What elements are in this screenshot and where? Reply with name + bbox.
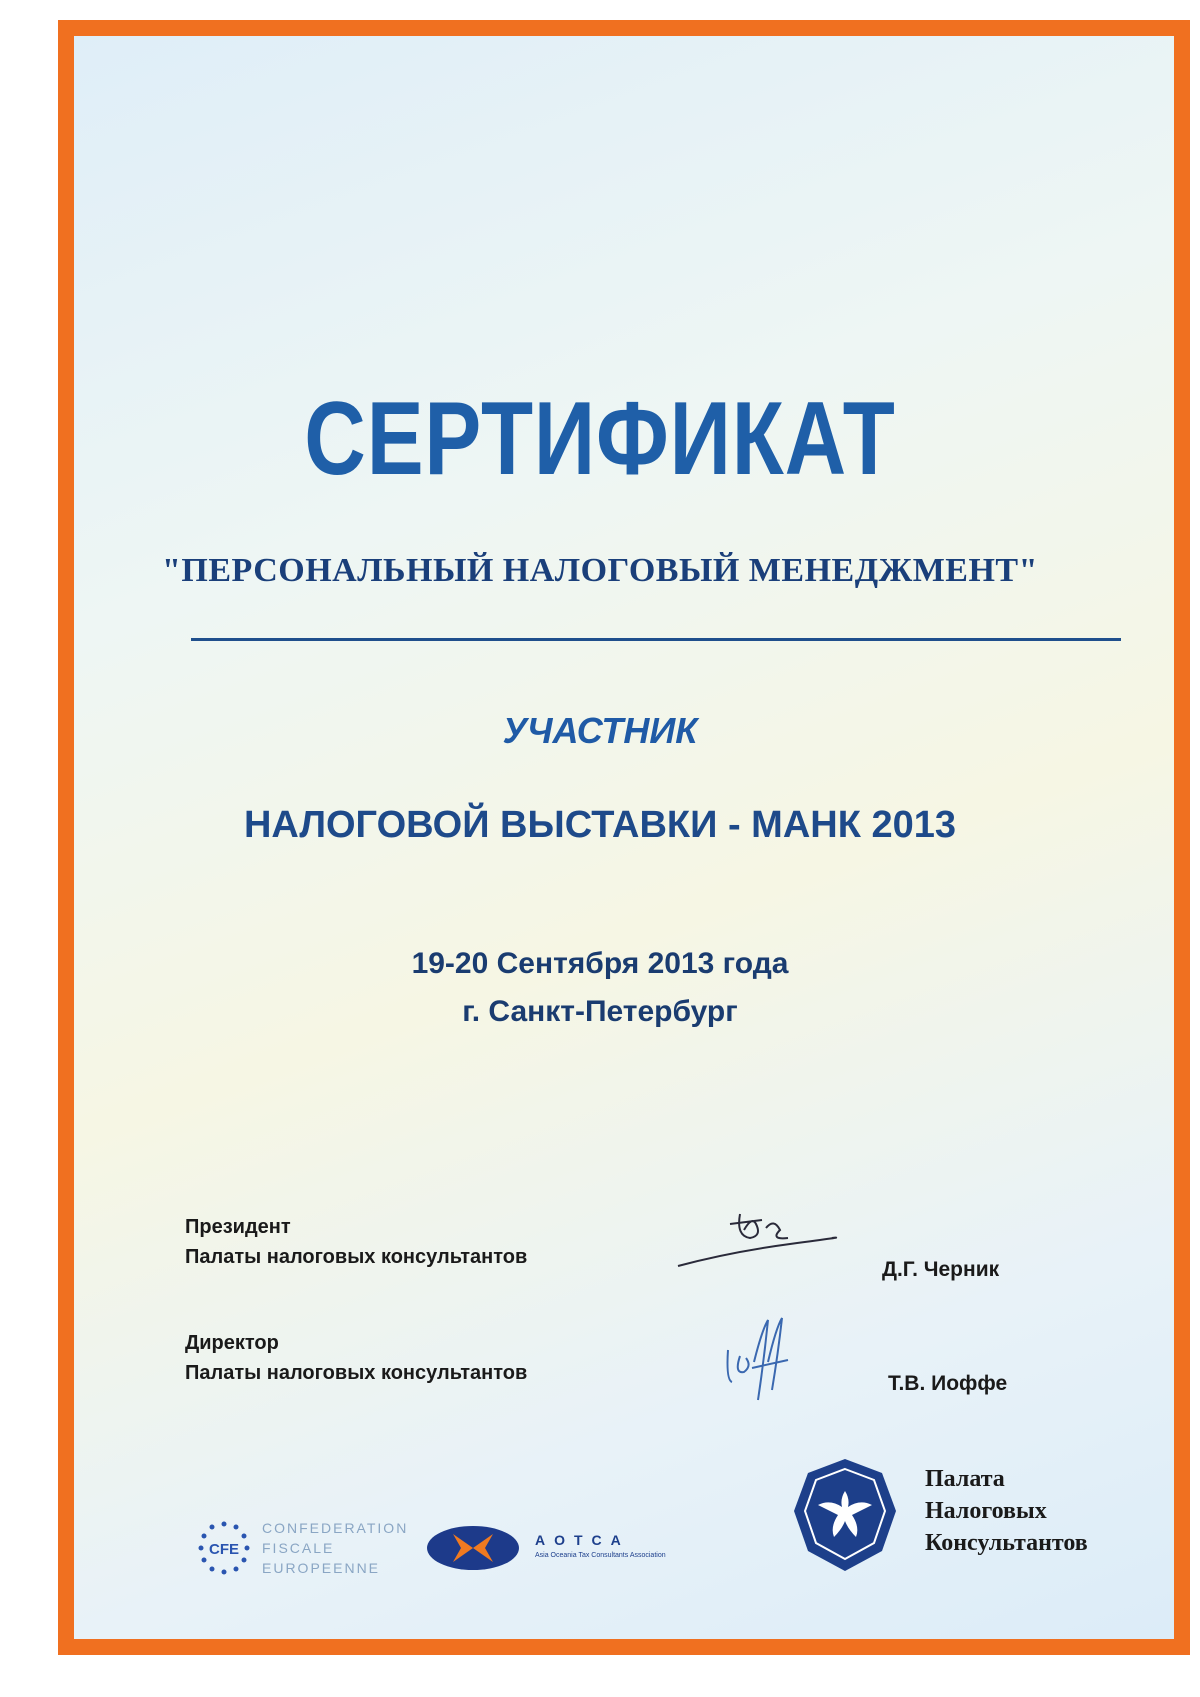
signatory-director-title [185, 1328, 527, 1388]
event-city: г. Санкт-Петербург [462, 995, 738, 1028]
aotca-logo [425, 1522, 695, 1574]
event-name: НАЛОГОВОЙ ВЫСТАВКИ - МАНК 2013 [243, 804, 957, 846]
aotca-name: AOTCA [535, 1532, 630, 1548]
svg-text:CFE: CFE [209, 1541, 239, 1558]
signature-chernik [670, 1200, 840, 1280]
event-date: 19-20 Сентября 2013 года [411, 947, 789, 980]
signature-ioffe [718, 1310, 798, 1410]
palata-emblem-icon [790, 1455, 900, 1575]
signatory-name-ioffe: Т.В. Иоффе [888, 1372, 1008, 1395]
signatory-position: Директор [185, 1332, 279, 1354]
course-name: "ПЕРСОНАЛЬНЫЙ НАЛОГОВЫЙ МЕНЕДЖМЕНТ" [162, 552, 1038, 589]
cfe-emblem-icon [192, 1518, 256, 1578]
signatory-organization: Палаты налоговых консультантов [185, 1246, 528, 1268]
aotca-subtitle: Asia Oceania Tax Consultants Association [535, 1552, 666, 1559]
divider-line [191, 638, 1121, 641]
participant-role: УЧАСТНИК [502, 710, 698, 751]
palata-name: Палата Налоговых Консультантов [925, 1466, 1088, 1556]
signatory-name-chernik: Д.Г. Черник [882, 1258, 1000, 1281]
cfe-name: CONFEDERATION FISCALE EUROPEENNE [262, 1520, 409, 1576]
cfe-logo [192, 1518, 422, 1578]
signatory-organization: Палаты налоговых консультантов [185, 1362, 528, 1384]
signatory-position: Президент [185, 1216, 291, 1238]
signatory-president-title [185, 1212, 527, 1272]
aotca-emblem-icon [425, 1522, 525, 1574]
certificate-title: СЕРТИФИКАТ [304, 381, 896, 497]
